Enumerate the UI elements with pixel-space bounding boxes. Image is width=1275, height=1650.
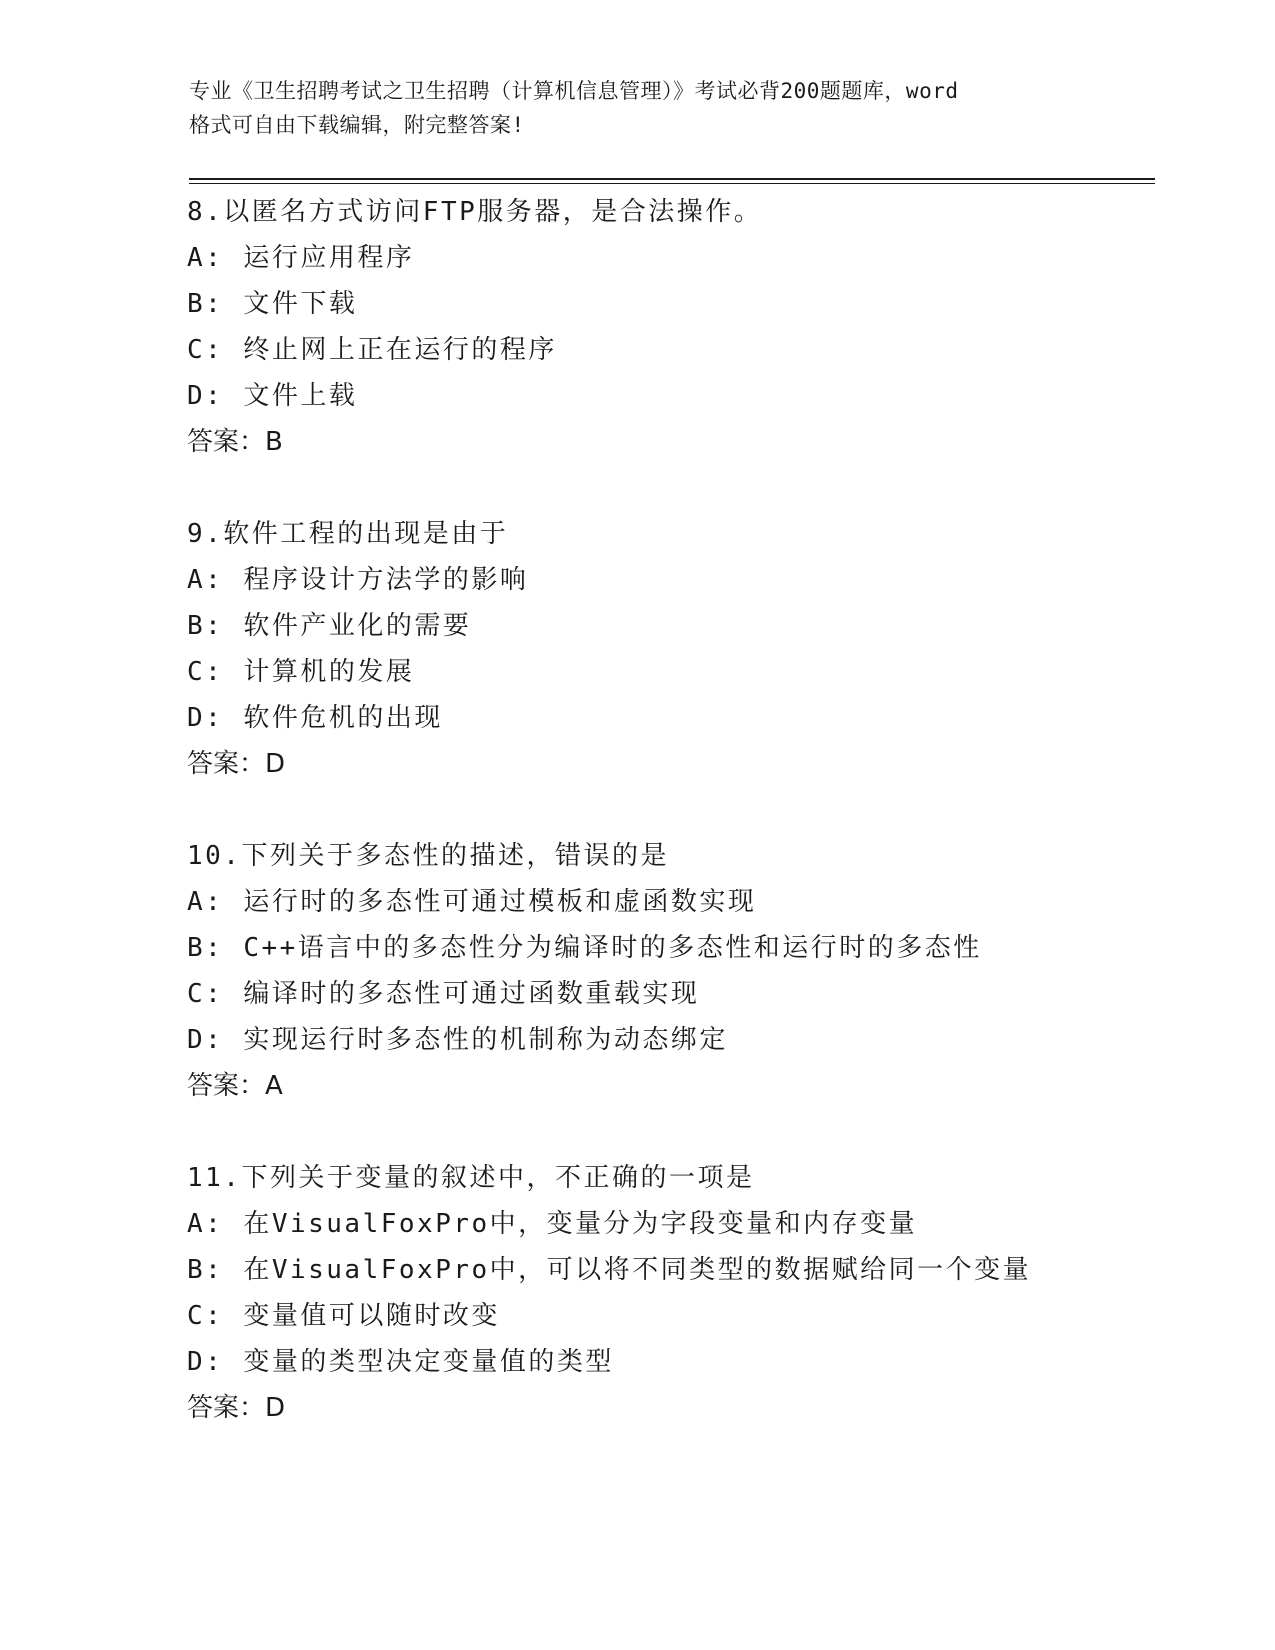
option-key: A: [187,565,224,595]
option-text: 在VisualFoxPro中，可以将不同类型的数据赋给同一个变量 [243,1255,1032,1285]
answer-line: 答案：B [187,427,283,457]
option-c [187,971,1187,1017]
option-text: 编译时的多态性可通过函数重载实现 [243,979,700,1009]
option-key: D: [187,703,224,733]
option-text: 实现运行时多态性的机制称为动态绑定 [243,1025,728,1055]
option-text: 文件下载 [243,289,358,319]
document-header [189,74,1089,142]
option-text: 计算机的发展 [243,657,415,687]
option-a [187,1201,1187,1247]
option-c [187,649,1187,695]
option-key: B: [187,1255,224,1285]
option-key: A: [187,1209,224,1239]
option-key: C: [187,335,224,365]
question-8 [187,189,1187,465]
option-b [187,281,1187,327]
question-stem: 11.下列关于变量的叙述中，不正确的一项是 [187,1163,755,1193]
question-9 [187,511,1187,787]
question-stem: 8.以匿名方式访问FTP服务器，是合法操作。 [187,197,763,227]
option-text: 程序设计方法学的影响 [243,565,529,595]
option-text: 软件危机的出现 [243,703,443,733]
option-a [187,235,1187,281]
question-list [187,189,1187,1477]
option-d [187,695,1187,741]
option-d [187,1339,1187,1385]
option-key: D: [187,1347,224,1377]
option-key: A: [187,243,224,273]
option-c [187,1293,1187,1339]
option-text: 运行时的多态性可通过模板和虚函数实现 [243,887,757,917]
option-text: 运行应用程序 [243,243,415,273]
option-key: B: [187,289,224,319]
option-text: 文件上载 [243,381,358,411]
question-11 [187,1155,1187,1431]
header-title-line-1: 专业《卫生招聘考试之卫生招聘（计算机信息管理）》考试必背200题题库，word [189,79,959,103]
question-stem: 9.软件工程的出现是由于 [187,519,509,549]
option-b [187,603,1187,649]
option-text: 变量值可以随时改变 [243,1301,500,1331]
header-title-line-2: 格式可自由下载编辑，附完整答案! [189,113,525,137]
option-b [187,925,1187,971]
question-10 [187,833,1187,1109]
option-d [187,1017,1187,1063]
option-d [187,373,1187,419]
option-a [187,557,1187,603]
option-key: D: [187,381,224,411]
option-key: C: [187,657,224,687]
option-key: B: [187,933,224,963]
option-key: D: [187,1025,224,1055]
option-text: 软件产业化的需要 [243,611,472,641]
option-text: 在VisualFoxPro中，变量分为字段变量和内存变量 [243,1209,918,1239]
option-a [187,879,1187,925]
header-divider-thick [189,178,1155,180]
answer-line: 答案：A [187,1071,283,1101]
answer-line: 答案：D [187,1393,286,1423]
option-text: C++语言中的多态性分为编译时的多态性和运行时的多态性 [243,933,982,963]
option-b [187,1247,1187,1293]
option-key: C: [187,1301,224,1331]
option-key: C: [187,979,224,1009]
option-key: A: [187,887,224,917]
option-key: B: [187,611,224,641]
answer-line: 答案：D [187,749,286,779]
question-stem: 10.下列关于多态性的描述，错误的是 [187,841,669,871]
header-divider-thin [189,183,1155,184]
option-text: 终止网上正在运行的程序 [243,335,557,365]
option-text: 变量的类型决定变量值的类型 [243,1347,614,1377]
option-c [187,327,1187,373]
